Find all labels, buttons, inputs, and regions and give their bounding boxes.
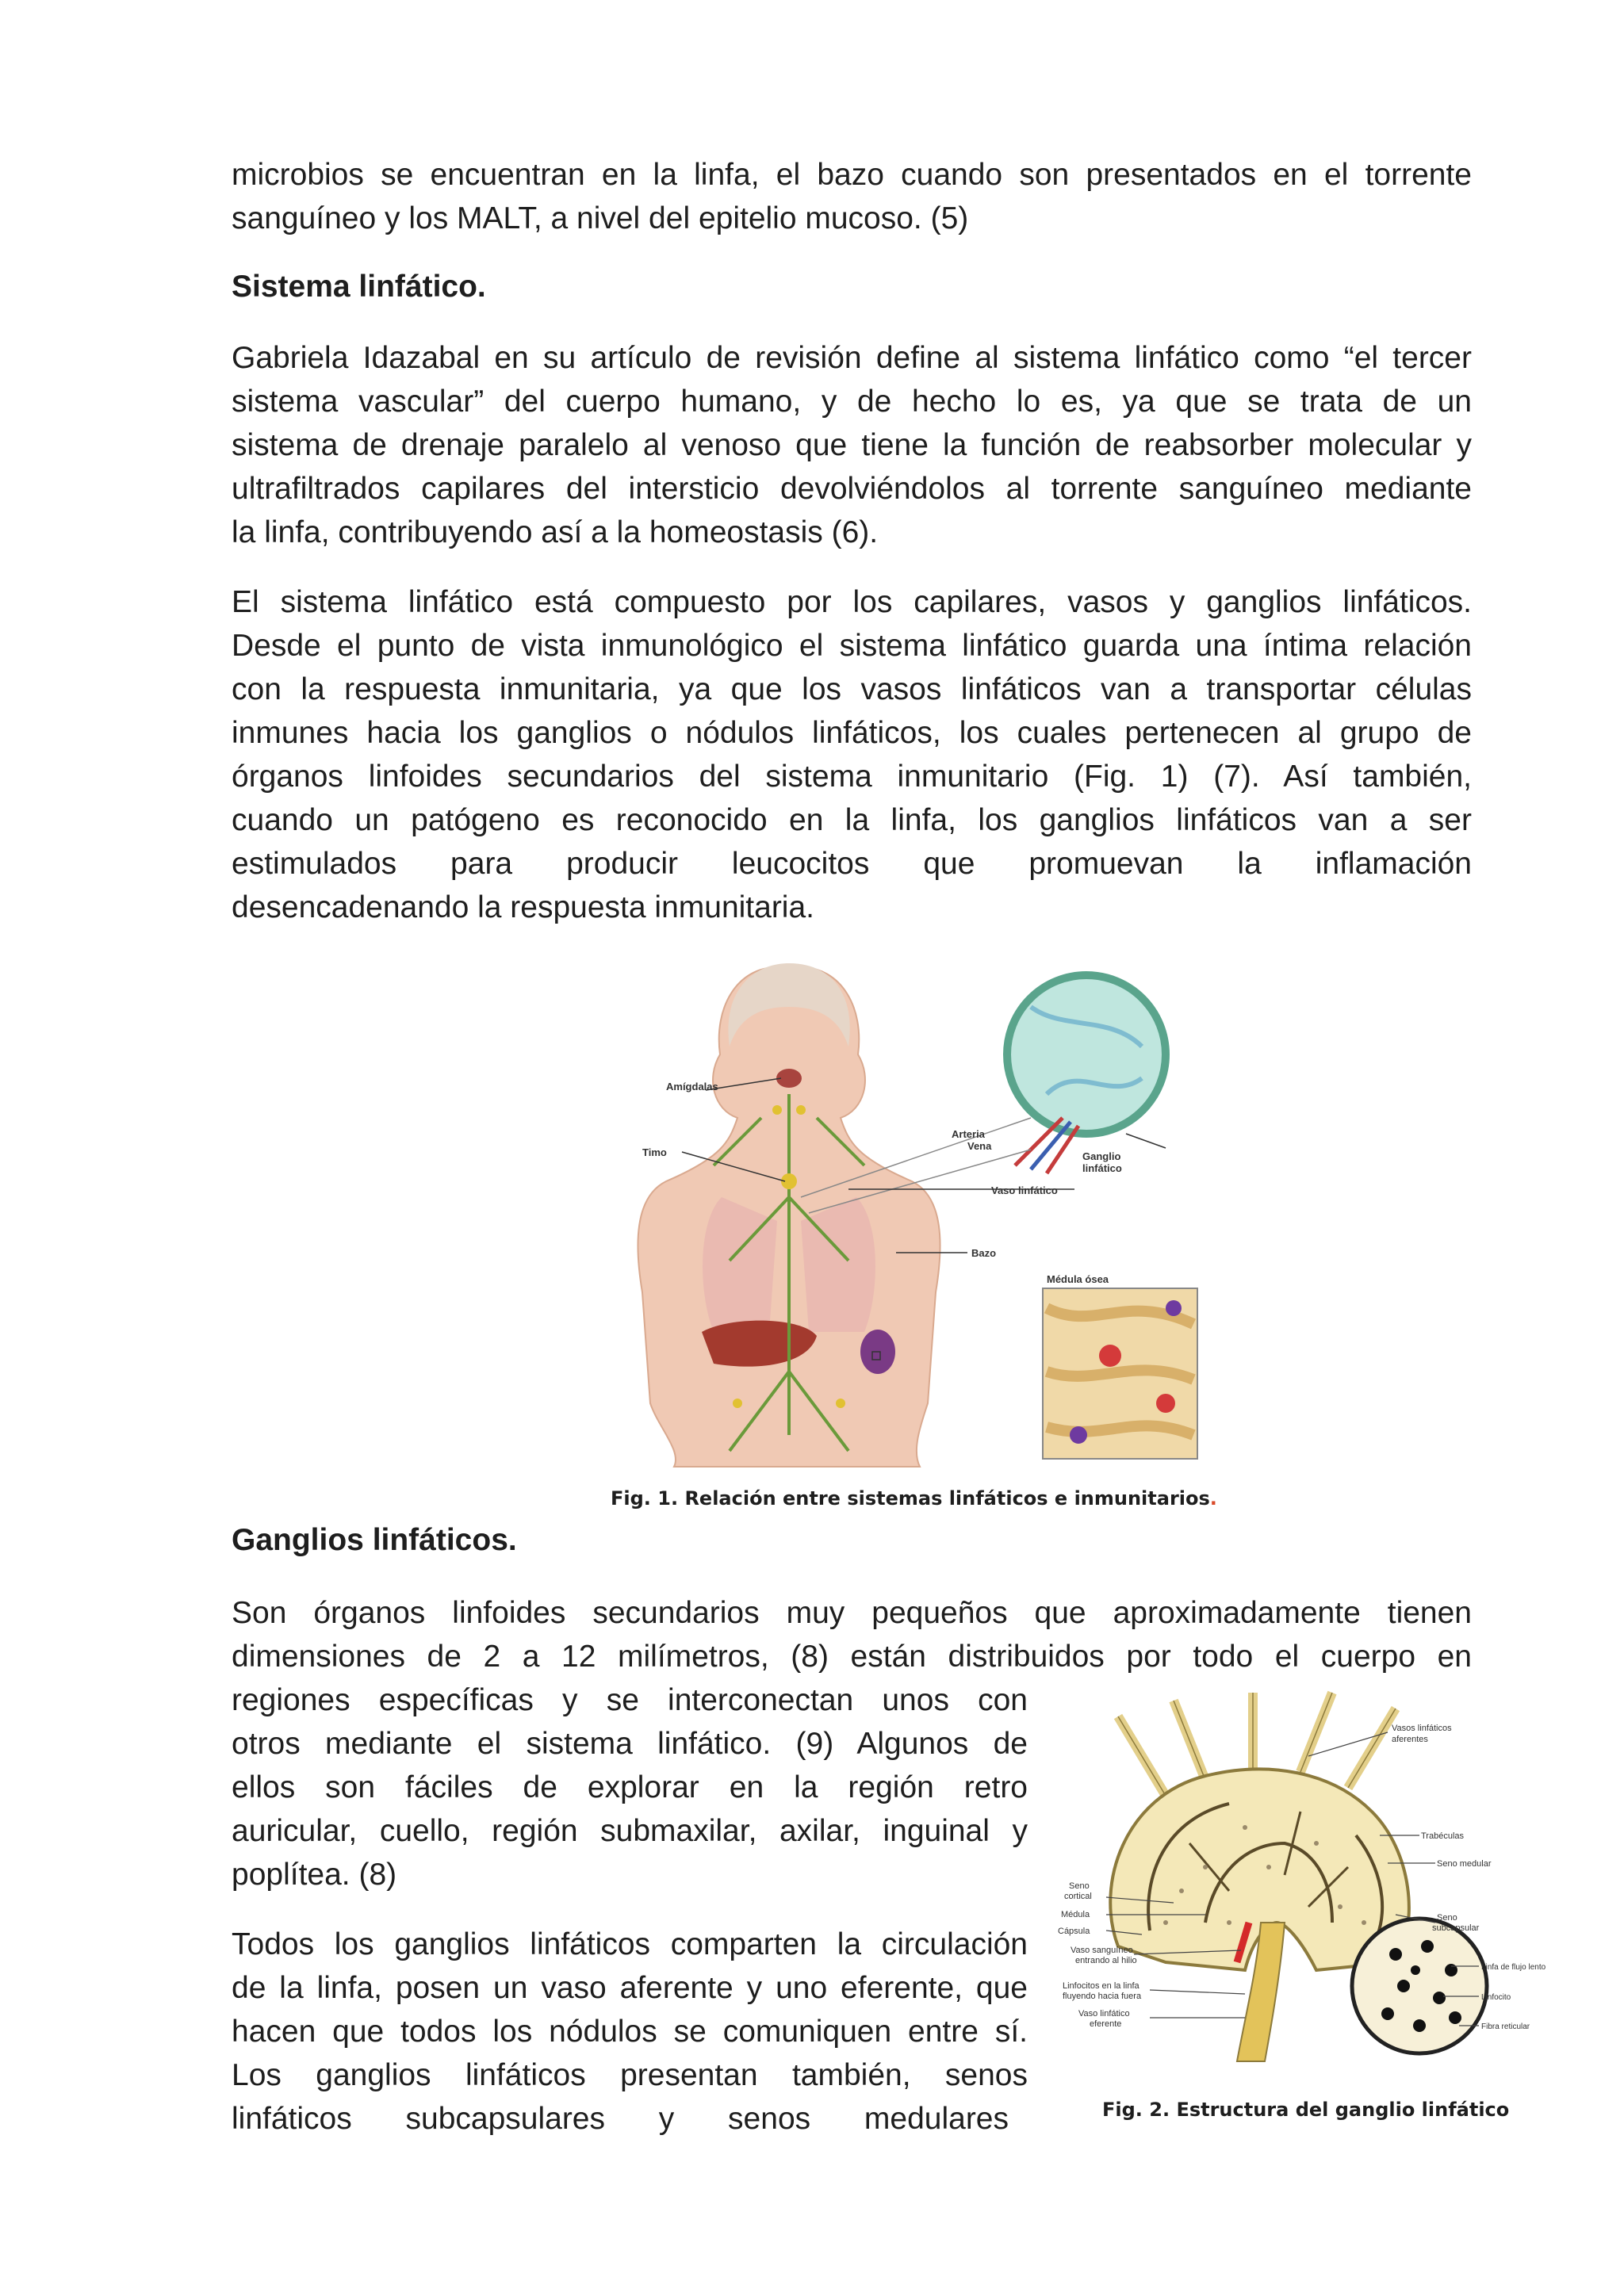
- text-line: microbios se encuentran en la linfa, el bazo cuando son presentados en el torrente: [232, 158, 1472, 192]
- label-trabeculas: Trabéculas: [1421, 1831, 1465, 1841]
- text-line: Gabriela Idazabal en su artículo de revisión define al sistema linfático como “el tercer: [232, 341, 1472, 375]
- label-entrando-hilio: entrando al hilio: [1075, 1956, 1137, 1965]
- paragraph-ganglios-1: [232, 1591, 1472, 1678]
- figure-2-lymph-node-structure: [1047, 1685, 1546, 2065]
- figure-2-caption: Fig. 2. Estructura del ganglio linfático: [1102, 2099, 1510, 2121]
- label-linfocito: Linfocito: [1481, 1993, 1511, 2002]
- label-vasos-linfaticos: Vasos linfáticos: [1392, 1724, 1452, 1733]
- label-seno-sub: Seno: [1437, 1913, 1457, 1923]
- text-line: sanguíneo y los MALT, a nivel del epitelio mucoso. (5): [232, 201, 969, 235]
- label-aferentes: aferentes: [1392, 1735, 1428, 1744]
- label-fluyendo: fluyendo hacia fuera: [1063, 1992, 1142, 2001]
- label-linfatico: linfático: [1082, 1162, 1122, 1174]
- label-capsula: Cápsula: [1058, 1927, 1090, 1936]
- text-line: sistema de drenaje paralelo al venoso que tiene la función de reabsorber molecular y: [232, 428, 1472, 462]
- text-line: poplítea. (8): [232, 1858, 397, 1892]
- figure-1-caption: [611, 1487, 1217, 1510]
- label-vena: Vena: [967, 1140, 992, 1152]
- text-line: Todos los ganglios linfáticos comparten la circulación: [232, 1927, 1028, 1961]
- figure-1-caption-text: Fig. 1. Relación entre sistemas linfáticos e inmunitarios: [611, 1487, 1210, 1510]
- figure-2-illustration: [1047, 1685, 1546, 2065]
- text-line: otros mediante el sistema linfático. (9) Algunos de: [232, 1727, 1028, 1761]
- text-line: Son órganos linfoides secundarios muy pequeños que aproximadamente tienen: [232, 1596, 1472, 1630]
- text-line: cuando un patógeno es reconocido en la linfa, los ganglios linfáticos van a ser: [232, 803, 1472, 837]
- text-line: linfáticos subcapsulares y senos medulares: [232, 2102, 1009, 2136]
- paragraph-intro: [232, 153, 1472, 240]
- figure-1-illustration: [619, 959, 1205, 1475]
- label-subcapsular: subcapsular: [1432, 1923, 1480, 1933]
- label-vaso-sanguineo: Vaso sanguíneo: [1071, 1946, 1133, 1955]
- paragraph-sistema-linfatico-1: [232, 336, 1472, 554]
- paragraph-ganglios-2: [232, 1923, 1028, 2141]
- text-line: estimulados para producir leucocitos que promuevan la inflamación: [232, 847, 1472, 881]
- label-vaso-linfatico: Vaso linfático: [1078, 2009, 1130, 2019]
- label-medula-osea: Médula ósea: [1047, 1273, 1109, 1285]
- label-amigdalas: Amígdalas: [666, 1081, 718, 1093]
- label-ganglio: Ganglio: [1082, 1150, 1121, 1162]
- text-line: la linfa, contribuyendo así a la homeostasis (6).: [232, 515, 879, 549]
- label-linfocitos-linfa: Linfocitos en la linfa: [1063, 1981, 1139, 1991]
- label-fibra-reticular: Fibra reticular: [1481, 2022, 1530, 2031]
- label-eferente: eferente: [1090, 2019, 1122, 2029]
- figure-1-caption-period: .: [1209, 1487, 1217, 1510]
- text-line: auricular, cuello, región submaxilar, axilar, inguinal y: [232, 1814, 1028, 1848]
- label-seno-medular: Seno medular: [1437, 1859, 1492, 1869]
- text-line: sistema vascular” del cuerpo humano, y de hecho lo es, ya que se trata de un: [232, 385, 1472, 419]
- paragraph-ganglios-1b: [232, 1678, 1028, 1896]
- label-timo: Timo: [642, 1146, 667, 1158]
- label-linfa-flujo-lento: Linfa de flujo lento: [1481, 1963, 1546, 1972]
- text-line: ultrafiltrados capilares del intersticio devolviéndolos al torrente sanguíneo mediante: [232, 472, 1472, 506]
- text-line: hacen que todos los nódulos se comuniquen entre sí.: [232, 2015, 1028, 2049]
- section-heading-ganglios: Ganglios linfáticos.: [232, 1523, 517, 1557]
- text-line: regiones específicas y se interconectan unos con: [232, 1683, 1028, 1717]
- text-line: El sistema linfático está compuesto por los capilares, vasos y ganglios linfáticos.: [232, 585, 1472, 619]
- label-seno: Seno: [1069, 1881, 1090, 1891]
- text-line: inmunes hacia los ganglios o nódulos linfáticos, los cuales pertenecen al grupo de: [232, 716, 1472, 750]
- text-line: dimensiones de 2 a 12 milímetros, (8) están distribuidos por todo el cuerpo en: [232, 1640, 1472, 1674]
- text-line: ellos son fáciles de explorar en la región retro: [232, 1770, 1028, 1804]
- label-arteria: Arteria: [952, 1128, 985, 1140]
- figure-1-lymphatic-immune: [619, 959, 1205, 1475]
- text-line: Desde el punto de vista inmunológico el sistema linfático guarda una íntima relación: [232, 629, 1472, 663]
- text-line: de la linfa, posen un vaso aferente y uno eferente, que: [232, 1971, 1028, 2005]
- text-line: con la respuesta inmunitaria, ya que los vasos linfáticos van a transportar células: [232, 672, 1472, 706]
- text-line: órganos linfoides secundarios del sistema inmunitario (Fig. 1) (7). Así también,: [232, 760, 1472, 794]
- label-bazo: Bazo: [971, 1247, 997, 1259]
- paragraph-sistema-linfatico-2: [232, 580, 1472, 929]
- label-vaso-linfatico: Vaso linfático: [991, 1184, 1058, 1196]
- text-line: Los ganglios linfáticos presentan también, senos: [232, 2058, 1028, 2092]
- text-line: desencadenando la respuesta inmunitaria.: [232, 890, 815, 924]
- label-medula: Médula: [1061, 1910, 1090, 1919]
- section-heading-sistema-linfatico: Sistema linfático.: [232, 270, 486, 304]
- label-cortical: cortical: [1064, 1892, 1092, 1901]
